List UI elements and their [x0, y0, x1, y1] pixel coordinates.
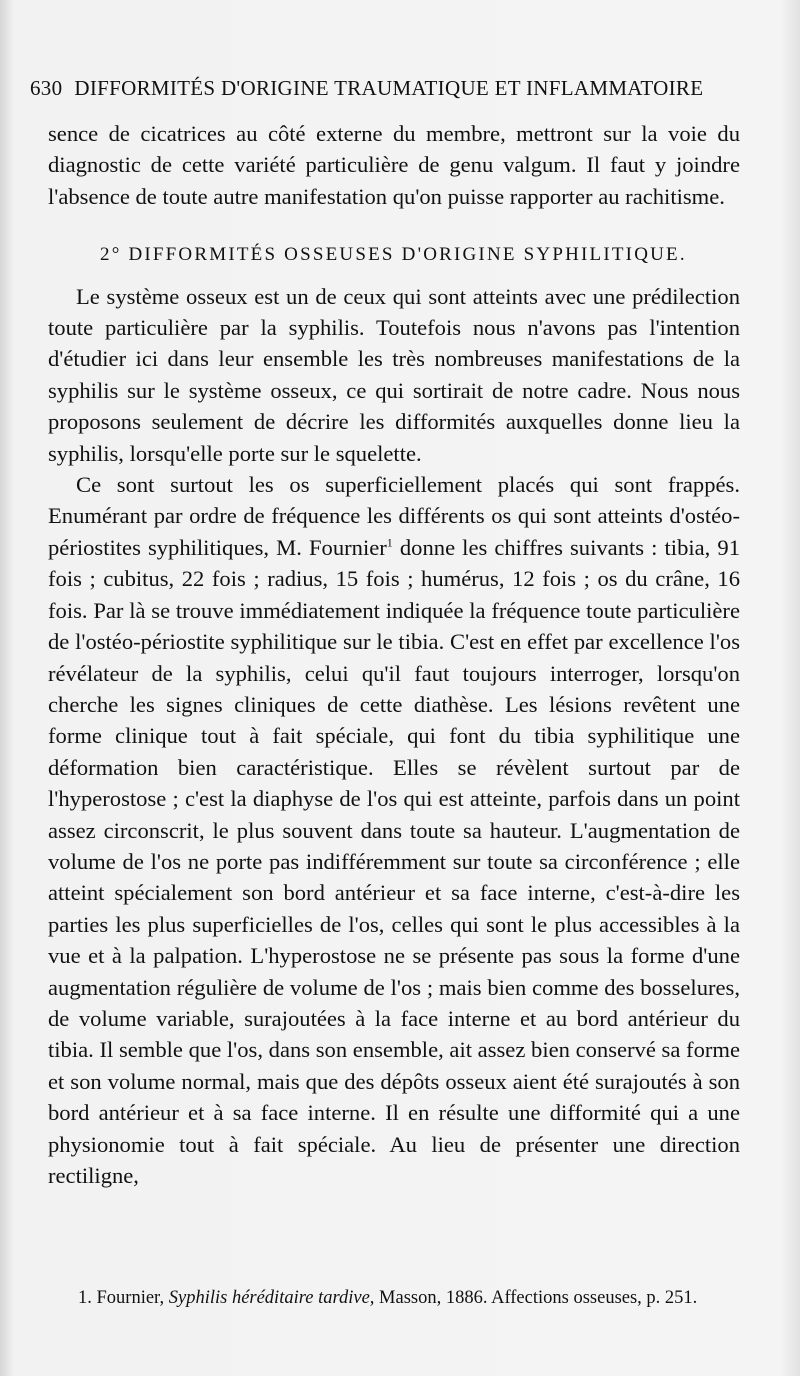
section-heading: 2° DIFFORMITÉS OSSEUSES D'ORIGINE SYPHILITIQUE.	[100, 244, 687, 266]
paragraph	[48, 469, 740, 1191]
footnote	[78, 1288, 758, 1309]
running-title: DIFFORMITÉS D'ORIGINE TRAUMATIQUE ET INFLAMMATOIRE	[74, 76, 704, 100]
page-number: 630	[30, 76, 63, 100]
paragraph-text: donne les chiffres suivants : tibia, 91 fois ; cubitus, 22 fois ; radius, 15 fois ; humérus, 12 fois ; os du crâne, 16 fois. Par là se trouve immédiatement indiquée la fréquence toute particulière de l'ostéo-périostite syphilitique sur le tibia. C'est en effet par excellence l'os révélateur de la syphilis, celui qu'il faut toujours interroger, lorsqu'on cherche les signes cliniques de cette diathèse. Les lésions revêtent une forme clinique tout à fait spéciale, qui font du tibia syphilitique une déformation bien caractéristique. Elles se révèlent surtout par de l'hyperostose ; c'est la diaphyse de l'os qui est atteinte, parfois dans un point assez circonscrit, le plus souvent dans toute sa hauteur. L'augmentation de volume de l'os ne porte pas indifféremment sur toute sa circonférence ; elle atteint spécialement son bord antérieur et sa face interne, c'est-à-dire les parties les plus superficielles de l'os, celles qui sont le plus accessibles à la vue et à la palpation. L'hyperostose ne se présente pas sous la forme d'une augmentation régulière de volume de l'os ; mais bien comme des bosselures, de volume variable, surajoutées à la face interne et au bord antérieur du tibia. Il semble que l'os, dans son ensemble, ait assez bien conservé sa forme et son volume normal, mais que des dépôts osseux aient été surajoutés à son bord antérieur et à sa face interne. Il en résulte une difformité qui a une physionomie tout à fait spéciale. Au lieu de présenter une direction rectiligne,	[48, 534, 740, 1188]
footnote-reference: 1	[386, 535, 393, 550]
page-body	[48, 118, 740, 1191]
running-header	[30, 76, 760, 101]
footnote-marker: 1.	[78, 1288, 92, 1308]
footnote-author: Fournier,	[96, 1288, 165, 1308]
footnote-rest: Masson, 1886. Affections osseuses, p. 251.	[379, 1288, 698, 1308]
paragraph-text: Ce sont surtout les os superficiellement placés qui sont frappés. Enumérant par ordre de fréquence les différents os qui sont atteints d'ostéo-périostites syphilitiques, M. Fournier	[48, 472, 740, 560]
footnote-title: Syphilis héréditaire tardive,	[168, 1288, 375, 1308]
paragraph-continuation: sence de cicatrices au côté externe du membre, mettront sur la voie du diagnostic de cette variété particulière de genu valgum. Il faut y joindre l'absence de toute autre manifestation qu'on puisse rapporter au rachitisme.	[48, 121, 740, 209]
paragraph: Le système osseux est un de ceux qui sont atteints avec une prédilection toute particulière par la syphilis. Toutefois nous n'avons pas l'intention d'étudier ici dans leur ensemble les très nombreuses manifestations de la syphilis sur le système osseux, ce qui sortirait de notre cadre. Nous nous proposons seulement de décrire les difformités auxquelles donne lieu la syphilis, lorsqu'elle porte sur le squelette.	[48, 283, 740, 466]
